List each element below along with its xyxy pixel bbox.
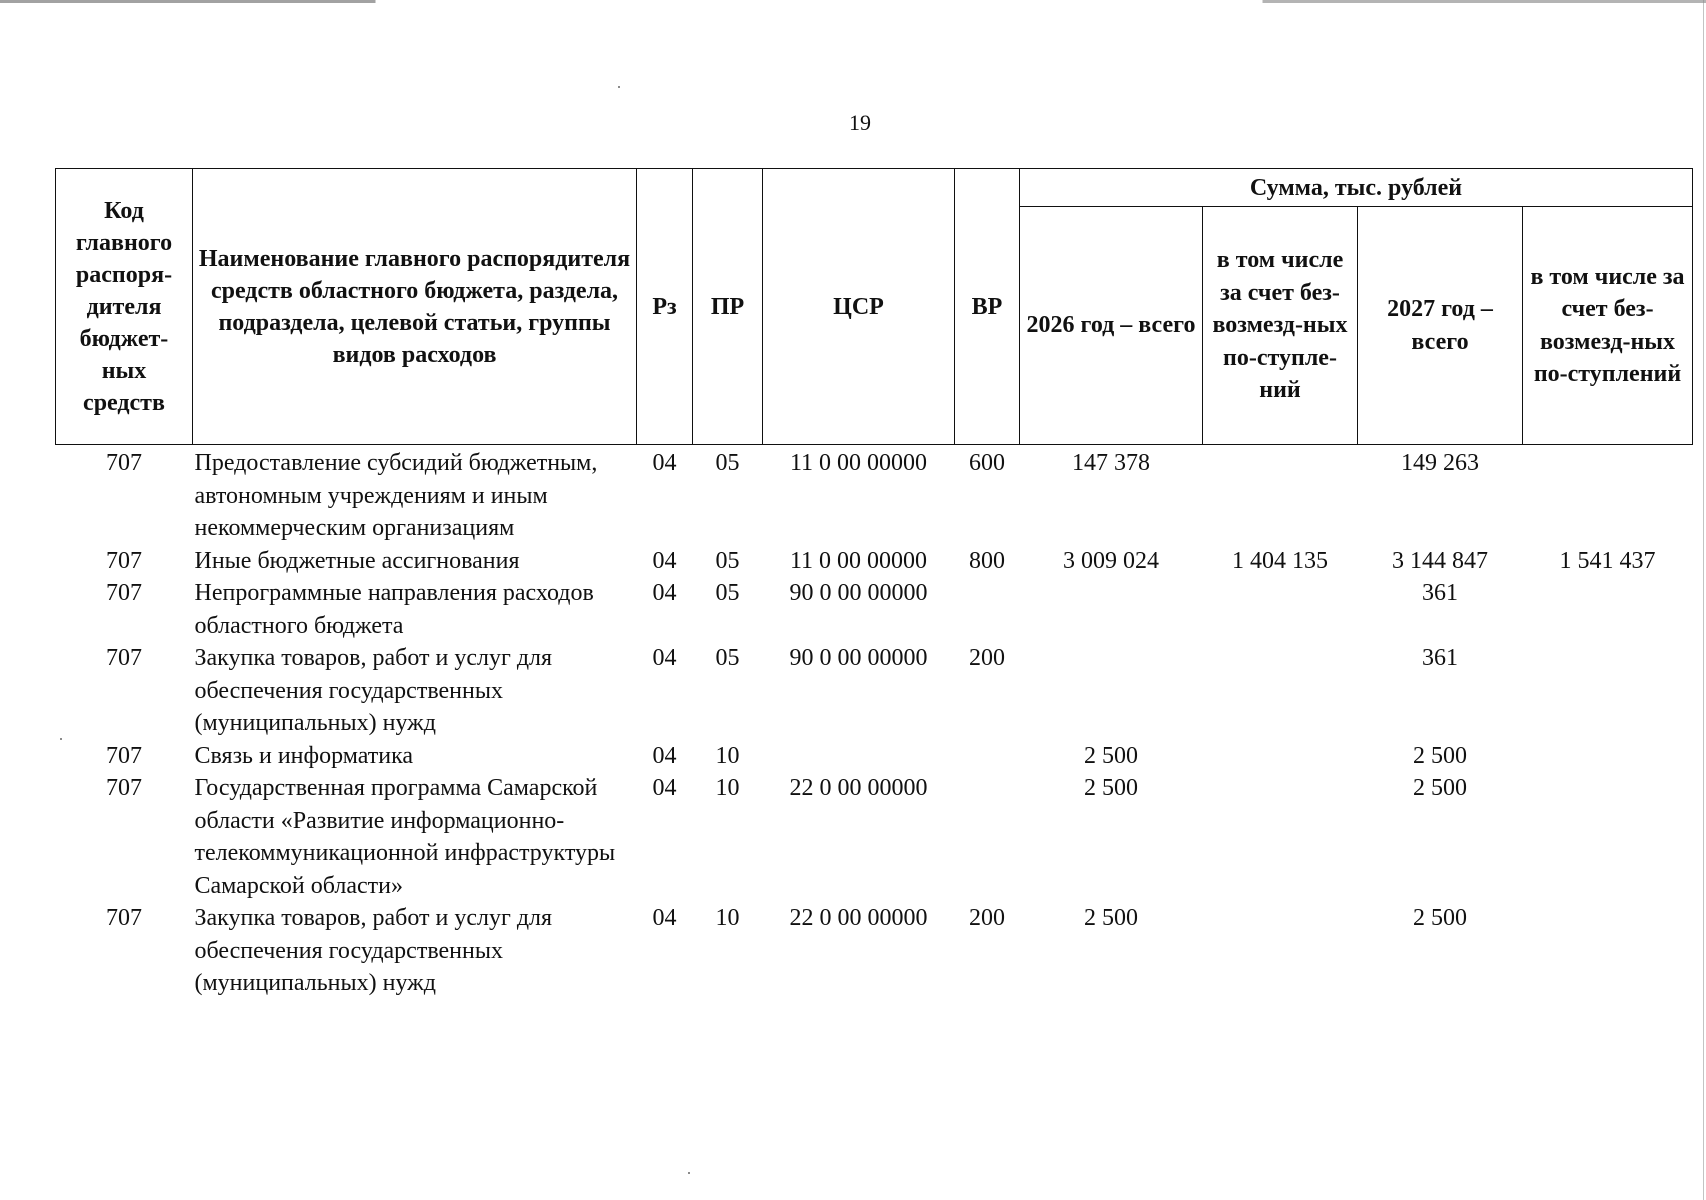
header-sum: Сумма, тыс. рублей — [1020, 169, 1693, 207]
cell-code: 707 — [106, 450, 142, 476]
cell-rz: 04 — [652, 547, 677, 574]
table-row — [56, 642, 1693, 740]
cell-csr — [763, 740, 955, 773]
cell-csr: 22 0 00 00000 — [789, 905, 928, 931]
cell-csr: 11 0 00 00000 — [789, 547, 928, 574]
cell-vr — [955, 577, 1020, 642]
scan-edge-right — [1703, 0, 1704, 1200]
cell-2027-total: 361 — [1422, 580, 1458, 606]
cell-2026-grants: 1 404 135 — [1232, 547, 1328, 574]
cell-2027-total: 149 263 — [1401, 450, 1479, 476]
cell-2026-grants — [1203, 642, 1358, 740]
cell-pr: 10 — [715, 775, 740, 801]
cell-2027-grants — [1523, 577, 1693, 642]
header-rz: Рз — [637, 169, 693, 445]
cell-rz: 04 — [652, 450, 677, 476]
table-row — [56, 445, 1693, 545]
cell-name: Непрограммные направления расходов областного бюджета — [194, 580, 594, 639]
cell-2027-total: 2 500 — [1413, 742, 1467, 769]
header-2026-total: 2026 год – всего — [1020, 207, 1203, 445]
cell-pr: 10 — [715, 905, 740, 931]
cell-2026-total: 2 500 — [1084, 905, 1138, 931]
header-2027-total: 2027 год – всего — [1358, 207, 1523, 445]
scan-edge-top — [0, 0, 1706, 3]
cell-2027-total: 2 500 — [1413, 775, 1467, 801]
cell-2026-grants — [1203, 772, 1358, 902]
cell-2026-total — [1020, 577, 1203, 642]
cell-code: 707 — [106, 580, 142, 606]
header-vr: ВР — [955, 169, 1020, 445]
cell-rz: 04 — [652, 580, 677, 606]
cell-2027-grants — [1523, 445, 1693, 545]
cell-name: Связь и информатика — [194, 742, 414, 769]
table-body — [56, 445, 1693, 1000]
cell-csr: 90 0 00 00000 — [789, 645, 928, 671]
cell-vr: 200 — [969, 905, 1005, 931]
cell-2027-grants — [1523, 740, 1693, 773]
cell-2026-grants — [1203, 740, 1358, 773]
cell-pr: 05 — [715, 580, 740, 606]
header-pr: ПР — [693, 169, 763, 445]
cell-2027-total: 2 500 — [1413, 905, 1467, 931]
cell-pr: 10 — [715, 742, 740, 769]
cell-csr: 22 0 00 00000 — [789, 775, 928, 801]
scan-speck — [688, 1172, 690, 1174]
table-row — [56, 902, 1693, 1000]
cell-vr: 800 — [969, 547, 1005, 574]
cell-pr: 05 — [715, 450, 740, 476]
cell-2026-grants — [1203, 902, 1358, 1000]
cell-2026-total: 2 500 — [1084, 775, 1138, 801]
header-2027-grants: в том числе за счет без-возмезд-ных по-ступлений — [1523, 207, 1693, 445]
cell-rz: 04 — [652, 775, 677, 801]
cell-vr: 600 — [969, 450, 1005, 476]
table-row — [56, 545, 1693, 578]
cell-code: 707 — [106, 775, 142, 801]
cell-name: Закупка товаров, работ и услуг для обеспечения государственных (муниципальных) нужд — [194, 905, 553, 996]
cell-rz: 04 — [652, 645, 677, 671]
cell-code: 707 — [106, 742, 142, 769]
page-number: 19 — [849, 110, 871, 135]
cell-vr — [955, 772, 1020, 902]
cell-code: 707 — [106, 905, 142, 931]
cell-2026-total: 2 500 — [1084, 742, 1138, 769]
cell-2026-grants — [1203, 577, 1358, 642]
cell-code: 707 — [106, 645, 142, 671]
cell-name: Государственная программа Самарской области «Развитие информационно-телекоммуникационной инфраструктуры Самарской области» — [194, 775, 616, 899]
cell-2027-grants: 1 541 437 — [1559, 547, 1656, 574]
cell-2026-grants — [1203, 445, 1358, 545]
header-name: Наименование главного распорядителя средств областного бюджета, раздела, подраздела, целевой статьи, группы видов расходов — [193, 169, 637, 445]
cell-vr: 200 — [969, 645, 1005, 671]
table-row — [56, 740, 1693, 773]
cell-2027-grants — [1523, 642, 1693, 740]
cell-pr: 05 — [715, 645, 740, 671]
cell-2027-total: 3 144 847 — [1392, 547, 1488, 574]
table-row — [56, 772, 1693, 902]
cell-name: Закупка товаров, работ и услуг для обеспечения государственных (муниципальных) нужд — [194, 645, 553, 736]
cell-2026-total — [1020, 642, 1203, 740]
cell-2027-total: 361 — [1422, 645, 1458, 671]
cell-2026-total: 3 009 024 — [1063, 547, 1159, 574]
table-header — [56, 169, 1693, 445]
cell-csr: 90 0 00 00000 — [789, 580, 928, 606]
cell-rz: 04 — [652, 905, 677, 931]
cell-2026-total: 147 378 — [1072, 450, 1150, 476]
cell-rz: 04 — [652, 742, 677, 769]
cell-vr — [955, 740, 1020, 773]
table-row — [56, 577, 1693, 642]
cell-code: 707 — [106, 547, 142, 574]
cell-pr: 05 — [715, 547, 740, 574]
scan-speck — [618, 86, 620, 88]
cell-name: Предоставление субсидий бюджетным, автономным учреждениям и иным некоммерческим организациям — [194, 450, 598, 541]
budget-table — [55, 168, 1693, 1000]
header-csr: ЦСР — [763, 169, 955, 445]
cell-2027-grants — [1523, 902, 1693, 1000]
cell-name: Иные бюджетные ассигнования — [194, 547, 520, 574]
cell-csr: 11 0 00 00000 — [789, 450, 928, 476]
header-code: Код главного распоря-дителя бюджет-ных средств — [56, 169, 193, 445]
cell-2027-grants — [1523, 772, 1693, 902]
header-2026-grants: в том числе за счет без-возмезд-ных по-ступле-ний — [1203, 207, 1358, 445]
